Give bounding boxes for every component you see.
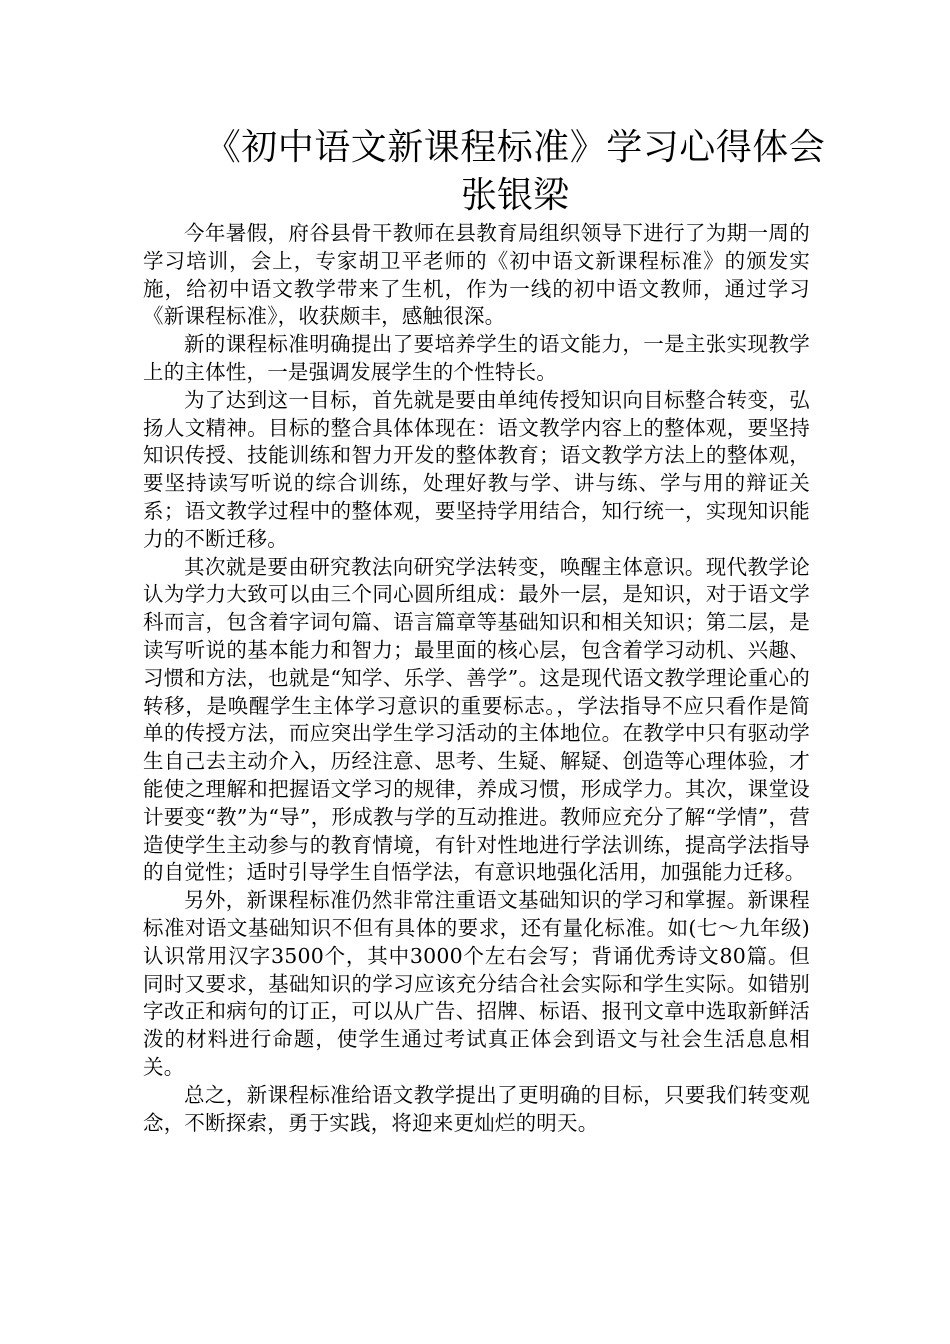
paragraph: 其次就是要由研究教法向研究学法转变，唤醒主体意识。现代教学论认为学力大致可以由三个同心圆所组成：最外一层，是知识，对于语文学科而言，包含着字词句篇、语言篇章等基础知识和相关知识；第二层，是读写听说的基本能力和智力；最里面的核心层，包含着学习动机、兴趣、习惯和方法，也就是“知学、乐学、善学”。这是现代语文教学理论重心的转移，是唤醒学生主体学习意识的重要标志。，学法指导不应只看作是简单的传授方法，而应突出学生学习活动的主体地位。在教学中只有驱动学生自己去主动介入，历经注意、思考、生疑、解疑、创造等心理体验，才能使之理解和把握语文学习的规律，养成习惯，形成学力。其次，课堂设计要变“教”为“导”，形成教与学的互动推进。教师应充分了解“学情”，营造使学生主动参与的教育情境，有针对性地进行学法训练，提高学法指导的自觉性；适时引导学生自悟学法，有意识地强化活用，加强能力迁移。 [143,554,810,885]
document-body [143,220,810,1137]
paragraph: 另外，新课程标准仍然非常注重语文基础知识的学习和掌握。新课程标准对语文基础知识不但有具体的要求，还有量化标准。如(七～九年级)认识常用汉字3500个，其中3000个左右会写；背诵优秀诗文80篇。但同时又要求，基础知识的学习应该充分结合社会实际和学生实际。如错别字改正和病句的订正，可以从广告、招牌、标语、报刊文章中选取新鲜活泼的材料进行命题，使学生通过考试真正体会到语文与社会生活息息相关。 [143,888,810,1079]
paragraph: 总之，新课程标准给语文教学提出了更明确的目标，只要我们转变观念，不断探索，勇于实践，将迎来更灿烂的明天。 [143,1082,810,1135]
paragraph: 新的课程标准明确提出了要培养学生的语文能力，一是主张实现教学上的主体性，一是强调发展学生的个性特长。 [143,332,810,384]
paragraph: 为了达到这一目标，首先就是要由单纯传授知识向目标整合转变，弘扬人文精神。目标的整合具体体现在：语文教学内容上的整体观，要坚持知识传授、技能训练和智力开发的整体教育；语文教学方法上的整体观，要坚持读写听说的综合训练，处理好教与学、讲与练、学与用的辩证关系；语文教学过程中的整体观，要坚持学用结合，知行统一，实现知识能力的不断迁移。 [143,387,810,551]
paragraph: 今年暑假，府谷县骨干教师在县教育局组织领导下进行了为期一周的学习培训，会上，专家胡卫平老师的《初中语文新课程标准》的颁发实施，给初中语文教学带来了生机，作为一线的初中语文教师，通过学习《新课程标准》，收获颇丰，感触很深。 [143,221,810,329]
document-title: 《初中语文新课程标准》学习心得体会 [204,127,826,168]
author-name: 张银梁 [460,175,569,216]
